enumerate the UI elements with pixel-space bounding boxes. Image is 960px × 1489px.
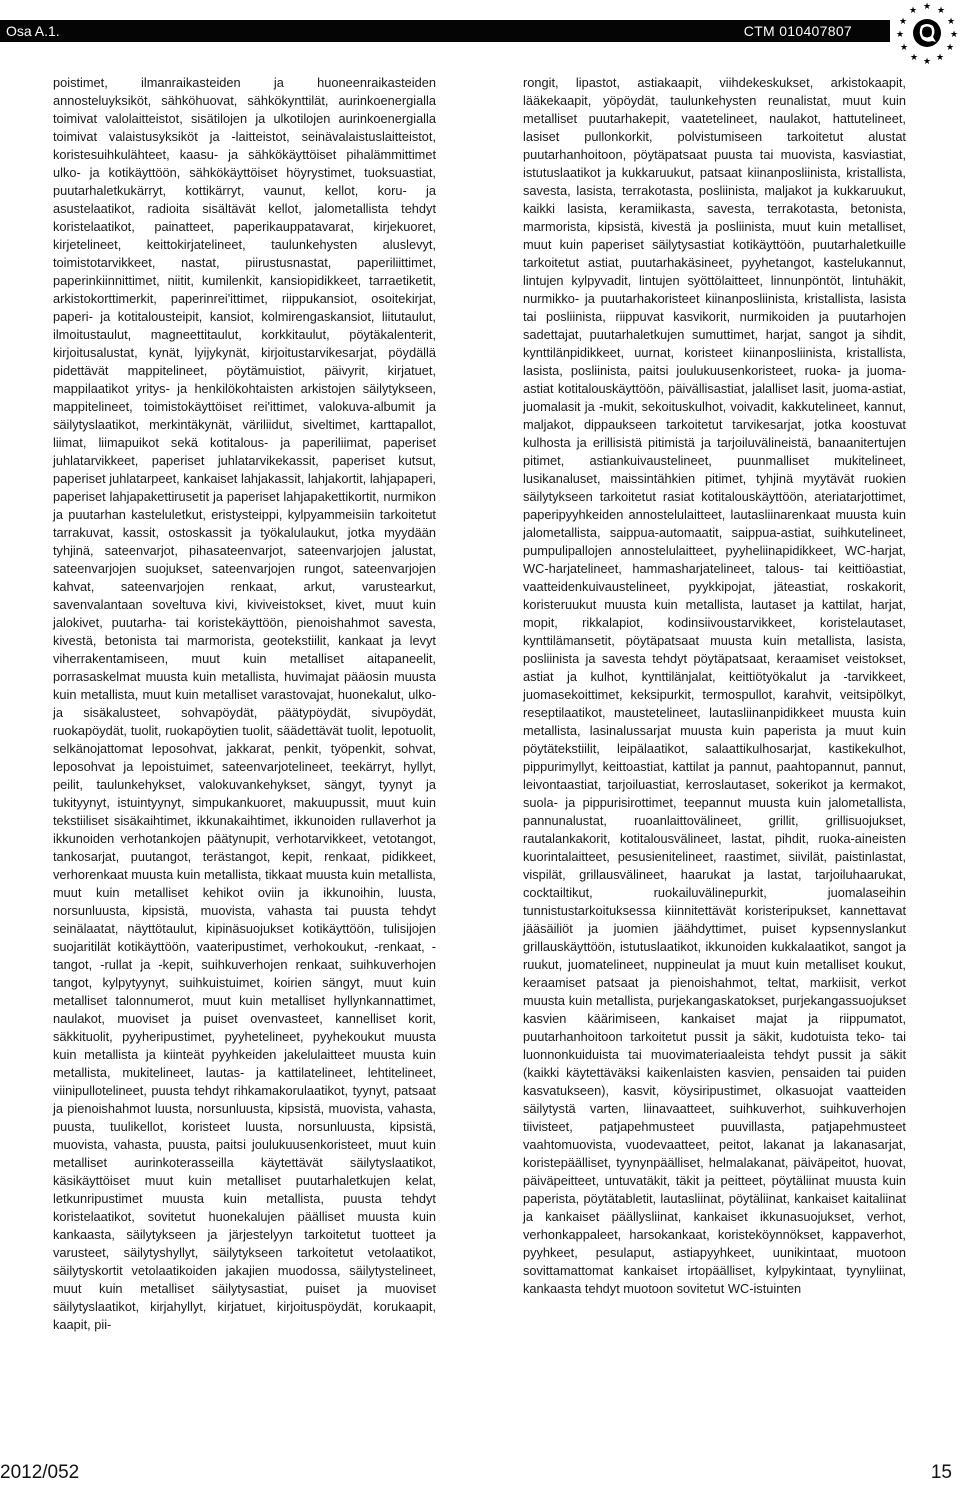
issue-number: 2012/052 — [0, 1462, 80, 1483]
svg-text:★: ★ — [922, 57, 932, 66]
svg-text:★: ★ — [899, 43, 909, 53]
svg-text:★: ★ — [898, 17, 908, 27]
svg-text:★: ★ — [935, 53, 945, 63]
section-label: Osa A.1. — [6, 23, 60, 39]
text-column-right — [523, 74, 906, 1298]
svg-text:★: ★ — [945, 43, 955, 53]
svg-text:★: ★ — [895, 30, 905, 40]
svg-text:★: ★ — [946, 17, 956, 27]
left-column-text: poistimet, ilmanraikasteiden ja huoneenraikasteiden annosteluyksiköt, sähköhuovat, sähkökynttilät, aurinkoenergialla toimivat valolaitteistot, sisätilojen ja ulkotilojen aurinkoenergialla toimivat valaistusyksiköt ja -laitteistot, seinävalaistuslaitteistot, koristesuihkulähteet, kaasu- ja sähkökäyttöiset pihalämmittimet ulko- ja kotikäyttöön, sähkökäyttöiset höyrystimet, tuoksuastiat, puutarhaletkukärryt, kottikärryt, vaunut, kellot, koru- ja asustelaatikot, radioita sisältävät kellot, jalometallista tehdyt koristelaatikot, painatteet, paperikauppatavarat, kirjekuoret, kirjetelineet, keittokirjatelineet, taulunkehysten aluslevyt, toimistotarvikkeet, nastat, piirustusnastat, paperiliittimet, paperinkiinnittimet, niitit, kumilenkit, kansiopidikkeet, tarraetiketit, arkistokorttimerkit, paperinrei'ittimet, riippukansiot, osoitekirjat, paperi- ja kotitalousteipit, kansiot, kolmirengaskansiot, liitutaulut, ilmoitustaulut, magneettitaulut, korkkitaulut, pöytäkalenterit, kirjoitusalustat, kynät, lyijykynät, kirjoitustarvikesarjat, pöydällä pidettävät mappitelineet, pöytämuistiot, päivyrit, kirjatuet, mappilaatikot yritys- ja henkilökohtaisten arkistojen säilytykseen, mappitelineet, toimistokäyttöiset rei'ittimet, valokuva-albumit ja säilytyslaatikot, merkintäkynät, väriliidut, siveltimet, karttapallot, liimat, liimapuikot sekä kotitalous- ja paperiliimat, paperiset juhlatarvikkeet, paperiset juhlatarvikekassit, paperiset kutsut, paperiset juhlatarpeet, kankaiset lahjakassit, lahjakortit, lahjapaperi, paperiset lahjapakettirusetit ja paperiset lahjapakettikortit, nurmikon ja puutarhan kasteluletkut, eristysteippi, kylpyammeisiin tarkoitetut tarrakuvat, kassit, ostoskassit ja työkalulaukut, jotka myydään tyhjinä, sateenvarjot, pihasateenvarjot, sateenvarjojen jalustat, sateenvarjojen suojukset, sateenvarjojen rungot, sateenvarjojen kahvat, sateenvarjojen renkaat, arkut, varustearkut, savenvalantaan soveltuva kivi, kiviveistokset, kivet, muut kuin jalokivet, puutarha- tai koristekäyttöön, pienoishahmot savesta, kivestä, betonista tai marmorista, geotekstiilit, kankaat ja levyt viherrakentamiseen, muut kuin metalliset aitapaneelit, porrasaskelmat muusta kuin metallista, huvimajat pääosin muusta kuin metallista, muut kuin metalliset varastovajat, huonekalut, ulko- ja sisäkalusteet, sohvapöydät, päätypöydät, sivupöydät, ruokapöydät, tuolit, ruokapöytien tuolit, säädettävät tuolit, lepotuolit, selkänojattomat leposohvat, jakkarat, penkit, työpenkit, sohvat, leposohvat ja lepoistuimet, sateenvarjotelineet, teekärryt, hyllyt, peilit, taulunkehykset, valokuvankehykset, sängyt, tyynyt ja tukityynyt, istuintyynyt, simpukankuoret, makuupussit, muut kuin tekstiiliset sisäkaihtimet, ikkunakaihtimet, ikkunoiden rullaverhot ja ikkunoiden verhotankojen päätynupit, verhotarvikkeet, vetotangot, tankosarjat, puutangot, terästangot, kepit, renkaat, pidikkeet, verhorenkaat muusta kuin metallista, tikkaat muusta kuin metallista, muut kuin metalliset kehikot oviin ja ikkunoihin, luusta, norsunluusta, kipsistä, muovista, vahasta tai puusta tehdyt seinälaatat, näyttötaulut, kipinäsuojukset kotikäyttöön, tulisijojen suojaritilät kotikäyttöön, vaateripustimet, verhokoukut, -renkaat, -tangot, -rullat ja -kepit, suihkuverhojen renkaat, suihkuverhojen tangot, kylpytyynyt, suihkuistuimet, koirien sängyt, muut kuin metalliset talonnumerot, muut kuin metalliset hyllynkannattimet, naulakot, muoviset ja puiset ovenvasteet, kannelliset korit, säkkituolit, pyyheripustimet, pyyhetelineet, pyyhekoukut muusta kuin metallista ja kiinteät pyyhkeiden jakelulaitteet muusta kuin metallista, mukitelineet, lautas- ja kattilatelineet, lehtitelineet, viinipullotelineet, puusta tehdyt rihkamakorulaatikot, tyynyt, patsaat ja pienoishahmot luusta, norsunluusta, kipsistä, muovista, vahasta, puusta, tuulikellot, koristeet luusta, norsunluusta, kipsistä, muovista, vahasta, puusta, paitsi joulukuusenkoristeet, muut kuin metalliset aurinkoterasseilla käytettävät säilytyslaatikot, käsikäyttöiset muut kuin metalliset puutarhaletkujen kelat, letkunripustimet muusta kuin metallista, puusta tehdyt koristelaatikot, sovitetut huonekalujen päälliset muusta kuin kankaasta, säilytykseen ja järjestelyyn tarkoitetut tuotteet ja varusteet, säilytyshyllyt, säilytykseen tarkoitetut vetolaatikot, säilytyskortit vetolaatikoiden jakajien muodossa, säilytystelineet, muut kuin metalliset säilytysastiat, puiset ja muoviset säilytyslaatikot, kirjahyllyt, kirjatuet, kirjoituspöydät, korukaapit, kaapit, pii- — [53, 75, 436, 1332]
svg-text:★: ★ — [922, 2, 932, 12]
document-number: CTM 010407807 — [743, 23, 852, 39]
text-column-left — [53, 74, 436, 1334]
svg-text:★: ★ — [936, 6, 946, 16]
oami-emblem-icon — [894, 0, 960, 66]
right-column-text: rongit, lipastot, astiakaapit, viihdekeskukset, arkistokaapit, lääkekaapit, yöpöydät, taulunkehysten reunalistat, muut kuin metalliset puutarhakepit, vaatetelineet, naulakot, hattutelineet, lasiset pullonkorkit, polvistumiseen tarkoitetut alustat puutarhanhoitoon, pöytäpatsaat puusta tai muovista, kasviastiat, istutuslaatikot ja kukkaruukut, patsaat kiinanposliinista, kristallista, savesta, lasista, terrakotasta, posliinista, maljakot ja kukkaruukut, kaikki lasista, keramiikasta, savesta, terrakotasta, betonista, marmorista, kipsistä, kivestä ja posliinista, muut kuin metalliset, muut kuin paperiset säilytysastiat kotikäyttöön, puutarhaletkuille tarkoitetut astiat, puutarhakäsineet, pyyhetangot, kastelukannut, lintujen kylpyvadit, lintujen syöttölaitteet, linnunpöntöt, lintuhäkit, nurmikko- ja puutarhakoristeet kiinanposliinista, kristallista, lasista tai posliinista, riippuvat kasvikorit, nurmikoiden ja puutarhojen sadettajat, puutarhaletkujen sumuttimet, harjat, sangot ja sihdit, kynttilänpidikkeet, uurnat, koristeet kiinanposliinista, kristallista, lasista, posliinista, paitsi joulukuusenkoristeet, ruoka- ja juoma-astiat kotitalouskäyttöön, päivällisastiat, jalalliset lasit, juoma-astiat, juomalasit ja -mukit, sekoituskulhot, voivadit, kakkutelineet, kannut, maljakot, dippaukseen tarkoitetut tarvikesarjat, jotka koostuvat kulhosta ja erillisistä pitimistä ja tarjoiluvälineistä, banaanitertujen pitimet, astiankuivaustelineet, puunmalliset mukitelineet, lusikanaluset, maissintähkien pitimet, tyhjinä myytävät ruokien säilytykseen tarkoitetut rasiat kotitalouskäyttöön, ateriatarjottimet, paperipyyhkeiden annostelulaitteet, lautasliinarenkaat muusta kuin jalometallista, saippua-automaatit, saippua-astiat, suihkutelineet, pumpulipallojen annostelulaitteet, pyyheliinapidikkeet, WC-harjat, WC-harjatelineet, hammasharjatelineet, talous- tai keittiöastiat, vaatteidenkuivaustelineet, pyykkipojat, jäteastiat, roskakorit, koristeruukut muusta kuin metallista, lautaset ja kattilat, harjat, mopit, rikkalapiot, kodinsiivoustarvikkeet, koristelautaset, kynttilämansetit, pöytäpatsaat muusta kuin metallista, lasista, posliinista ja savesta tehdyt pöytäpatsaat, keraamiset veistokset, astiat ja kulhot, kynttilänjalat, keittiötyökalut ja -tarvikkeet, juomasekoittimet, keksipurkit, termospullot, karahvit, veitsipölkyt, reseptilaatikot, maustetelineet, lautasliinanpidikkeet muusta kuin metallista, lasinalussarjat muusta kuin paperista ja muut kuin pöytätekstiilit, leipälaatikot, salaattikulhosarjat, kastikekulhot, pippurimyllyt, keittoastiat, kattilat ja pannut, paahtopannut, pannut, leivontaastiat, tarjoiluastiat, kerroslautaset, sokerikot ja kermakot, suola- ja pippurisirottimet, teepannut muusta kuin jalometallista, pannunalustat, ruoanlaittovälineet, grillit, grillisuojukset, rautalankakorit, kotitalousvälineet, lastat, pihdit, ruoka-aineisten kuorintalaitteet, pesusienitelineet, raastimet, siivilät, paistinlastat, vispilät, grillausvälineet, haarukat ja lastat, tarjoiluhaarukat, cocktailtikut, ruokailuvälinepurkit, juomalaseihin tunnistustarkoituksessa kiinnitettävät koristeripukset, kannettavat jääsäiliöt ja juomien jäähdyttimet, puiset kypsennyslankut grillauskäyttöön, istutuslaatikot, ikkunoiden kukkalaatikot, sangot ja ruukut, juomatelineet, nuppineulat ja muut kuin metalliset koukut, keraamiset patsaat ja pienoishahmot, teltat, markiisit, verkot muusta kuin metallista, purjekangaskatokset, purjekangassuojukset kasvien käärimiseen, kankaiset majat ja riippumatot, puutarhanhoitoon tarkoitetut pussit ja säkit, kudotuista teko- tai luonnonkuiduista tai muovimateriaaleista tehdyt pussit ja säkit (kaikki käytettäväksi kaikenlaisten kasvien, pensaiden tai puiden kasvatukseen), kasvit, köysiripustimet, olkasuojat vaatteiden säilytystä varten, liinavaatteet, suihkuverhot, suihkuverhojen tiivisteet, patjapehmusteet puuvillasta, patjapehmusteet vaahtomuovista, vuodevaatteet, peitot, lakanat ja lakanasarjat, koristepäälliset, tyynynpäälliset, helmalakanat, päiväpeitot, huovat, päiväpeitteet, untuvatäkit, täkit ja peitteet, pöytäliinat muusta kuin paperista, pöytätabletit, lautasliinat, pöytäliinat, kankaiset kaitaliinat ja kankaiset päällysliinat, kankaiset ikkunasuojukset, verhot, verhonkappaleet, harsokankaat, koristeköynnökset, kappaverhot, pyyhkeet, pesulaput, astiapyyhkeet, uunikintaat, muotoon sovittamattomat kankaiset irtopäälliset, kylpykintaat, tyynyliinat, kankaasta tehdyt muotoon sovitetut WC-istuinten — [523, 75, 906, 1296]
svg-text:★: ★ — [908, 6, 918, 16]
svg-text:★: ★ — [909, 53, 919, 63]
page-number: 15 — [930, 1462, 952, 1483]
page-header — [0, 0, 960, 64]
svg-text:★: ★ — [949, 30, 959, 40]
